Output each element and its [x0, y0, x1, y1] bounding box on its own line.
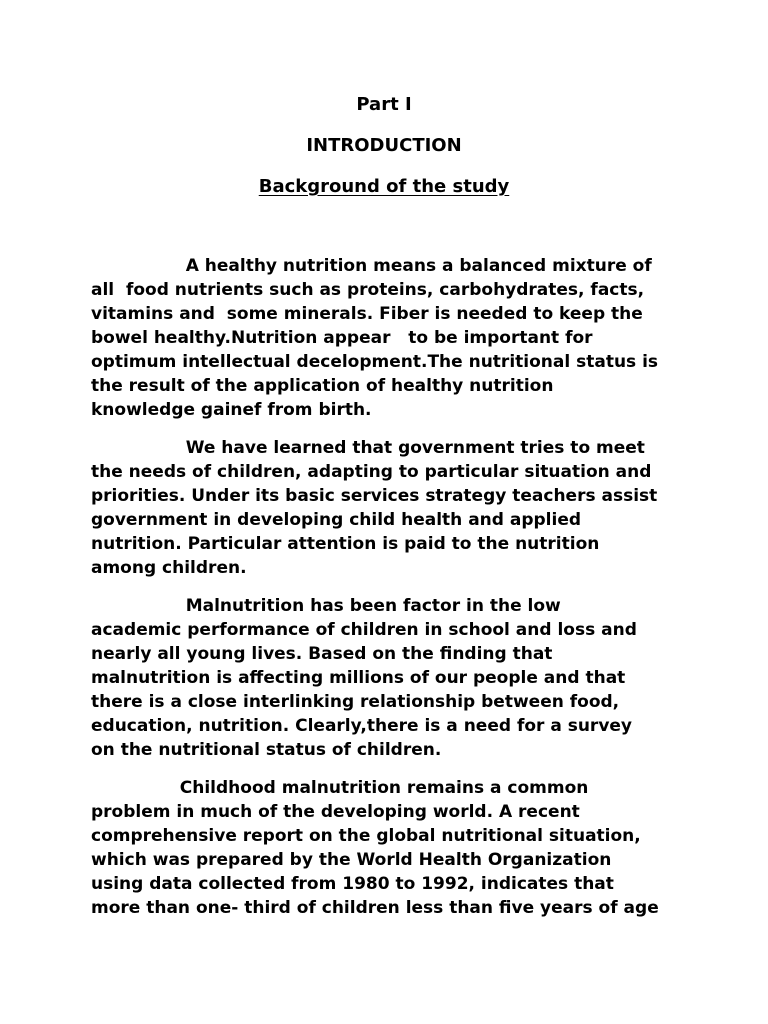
paragraph-line: malnutrition is affecting millions of our people and that	[91, 668, 626, 688]
paragraph-4	[91, 776, 691, 920]
paragraph-line: which was prepared by the World Health Organization	[91, 850, 612, 870]
paragraph-line: optimum intellectual decelopment.The nutritional status is	[91, 352, 659, 372]
paragraph-2	[91, 436, 691, 580]
paragraph-line: A healthy nutrition means a balanced mixture of	[91, 256, 652, 276]
paragraph-1	[91, 254, 691, 422]
paragraph-line: education, nutrition. Clearly,there is a need for a survey	[91, 716, 633, 736]
paragraph-line: bowel healthy.Nutrition appear to be important for	[91, 328, 593, 348]
paragraph-3	[91, 594, 691, 762]
paragraph-line: on the nutritional status of children.	[91, 740, 442, 760]
paragraph-line: more than one- third of children less than five years of age	[91, 898, 659, 918]
paragraph-line: We have learned that government tries to meet	[91, 438, 645, 458]
paragraph-line: problem in much of the developing world. A recent	[91, 802, 580, 822]
paragraph-line: vitamins and some minerals. Fiber is needed to keep the	[91, 304, 643, 324]
part-label: Part I	[356, 94, 412, 115]
paragraph-line: all food nutrients such as proteins, carbohydrates, facts,	[91, 280, 645, 300]
paragraph-line: among children.	[91, 558, 247, 578]
paragraph-line: using data collected from 1980 to 1992, indicates that	[91, 874, 614, 894]
paragraph-line: there is a close interlinking relationship between food,	[91, 692, 620, 712]
paragraph-line: the needs of children, adapting to particular situation and	[91, 462, 652, 482]
paragraph-line: nearly all young lives. Based on the finding that	[91, 644, 553, 664]
subsection-title: Background of the study	[258, 176, 510, 197]
paragraph-line: the result of the application of healthy nutrition	[91, 376, 554, 396]
paragraph-line: knowledge gainef from birth.	[91, 400, 372, 420]
paragraph-line: academic performance of children in school and loss and	[91, 620, 637, 640]
paragraph-line: nutrition. Particular attention is paid to the nutrition	[91, 534, 600, 554]
paragraph-line: priorities. Under its basic services strategy teachers assist	[91, 486, 658, 506]
paragraph-line: comprehensive report on the global nutritional situation,	[91, 826, 641, 846]
section-title: INTRODUCTION	[306, 135, 462, 156]
paragraph-line: government in developing child health and applied	[91, 510, 582, 530]
paragraph-line: Childhood malnutrition remains a common	[91, 778, 589, 798]
paragraph-line: Malnutrition has been factor in the low	[91, 596, 561, 616]
